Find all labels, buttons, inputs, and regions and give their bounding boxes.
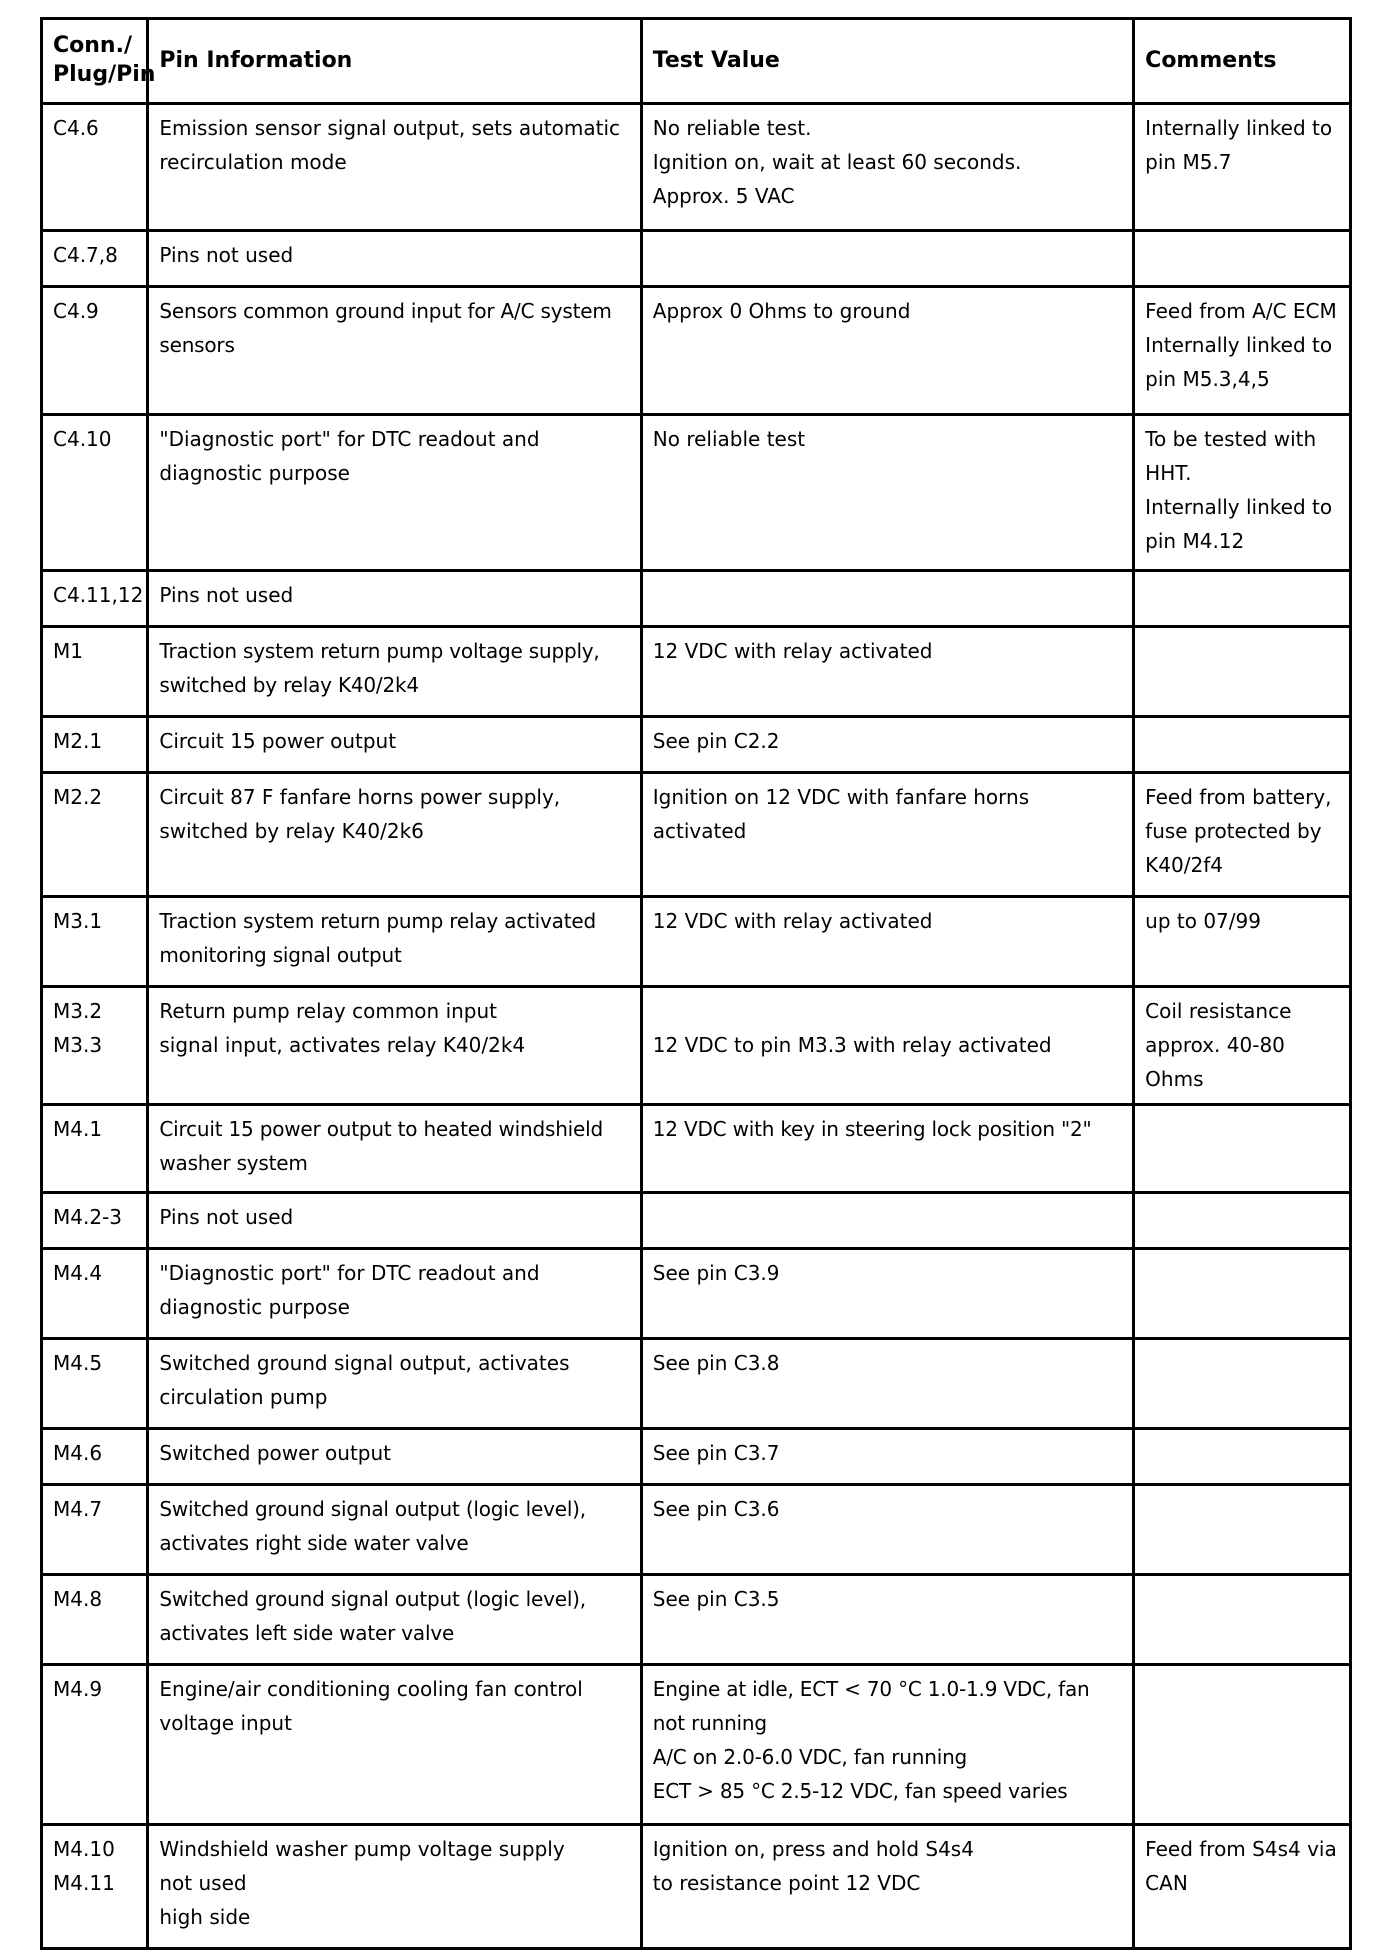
comments-cell: Feed from S4s4 via CAN <box>1134 1825 1351 1949</box>
info-cell: Circuit 15 power output <box>148 717 641 773</box>
comments-cell <box>1134 571 1351 627</box>
pin-cell: M4.6 <box>42 1429 148 1485</box>
info-cell: Pins not used <box>148 231 641 287</box>
test-cell <box>641 571 1133 627</box>
test-cell: Engine at idle, ECT < 70 °C 1.0-1.9 VDC, fan not running A/C on 2.0-6.0 VDC, fan running ECT > 85 °C 2.5-12 VDC, fan speed varies <box>641 1665 1133 1825</box>
test-cell: Ignition on, press and hold S4s4 to resistance point 12 VDC <box>641 1825 1133 1949</box>
info-cell: "Diagnostic port" for DTC readout and diagnostic purpose <box>148 415 641 571</box>
test-cell: See pin C3.5 <box>641 1575 1133 1665</box>
comments-cell <box>1134 627 1351 717</box>
comments-cell: Internally linked to pin M5.7 <box>1134 104 1351 231</box>
pin-cell: M4.10 M4.11 <box>42 1825 148 1949</box>
table-row <box>42 231 1351 287</box>
pin-cell: M4.5 <box>42 1339 148 1429</box>
info-cell: Return pump relay common input signal input, activates relay K40/2k4 <box>148 987 641 1105</box>
pin-cell: M4.7 <box>42 1485 148 1575</box>
test-cell: See pin C3.8 <box>641 1339 1133 1429</box>
pin-information-table <box>40 17 1352 1950</box>
header-test-value: Test Value <box>641 19 1133 104</box>
test-cell: See pin C2.2 <box>641 717 1133 773</box>
table-row <box>42 1825 1351 1949</box>
info-cell: Pins not used <box>148 571 641 627</box>
comments-cell <box>1134 1575 1351 1665</box>
table-row <box>42 415 1351 571</box>
info-cell: Circuit 15 power output to heated windshield washer system <box>148 1105 641 1193</box>
info-cell: Windshield washer pump voltage supply not used high side <box>148 1825 641 1949</box>
info-cell: Pins not used <box>148 1193 641 1249</box>
table-row <box>42 1193 1351 1249</box>
header-conn-plug-pin: Conn./ Plug/Pin <box>42 19 148 104</box>
table-row <box>42 1485 1351 1575</box>
comments-cell <box>1134 231 1351 287</box>
table-row <box>42 897 1351 987</box>
pin-cell: M3.1 <box>42 897 148 987</box>
pin-cell: M2.2 <box>42 773 148 897</box>
table-row <box>42 773 1351 897</box>
test-cell: No reliable test. Ignition on, wait at least 60 seconds. Approx. 5 VAC <box>641 104 1133 231</box>
table-row <box>42 287 1351 415</box>
info-cell: Engine/air conditioning cooling fan control voltage input <box>148 1665 641 1825</box>
test-cell <box>641 1193 1133 1249</box>
pin-cell: C4.10 <box>42 415 148 571</box>
table-row <box>42 571 1351 627</box>
pin-cell: M4.8 <box>42 1575 148 1665</box>
test-cell: 12 VDC to pin M3.3 with relay activated <box>641 987 1133 1105</box>
header-comments: Comments <box>1134 19 1351 104</box>
table-row <box>42 627 1351 717</box>
table-row <box>42 717 1351 773</box>
table-row <box>42 1665 1351 1825</box>
test-cell: Approx 0 Ohms to ground <box>641 287 1133 415</box>
info-cell: Traction system return pump relay activated monitoring signal output <box>148 897 641 987</box>
comments-cell <box>1134 1193 1351 1249</box>
comments-cell: up to 07/99 <box>1134 897 1351 987</box>
test-cell: Ignition on 12 VDC with fanfare horns activated <box>641 773 1133 897</box>
pin-cell: M2.1 <box>42 717 148 773</box>
comments-cell: Feed from battery, fuse protected by K40/2f4 <box>1134 773 1351 897</box>
comments-cell: Feed from A/C ECM Internally linked to pin M5.3,4,5 <box>1134 287 1351 415</box>
header-pin-information: Pin Information <box>148 19 641 104</box>
pin-cell: C4.11,12 <box>42 571 148 627</box>
info-cell: Emission sensor signal output, sets automatic recirculation mode <box>148 104 641 231</box>
pin-cell: M1 <box>42 627 148 717</box>
pin-cell: M4.1 <box>42 1105 148 1193</box>
test-cell: See pin C3.7 <box>641 1429 1133 1485</box>
pin-cell: C4.7,8 <box>42 231 148 287</box>
table-row <box>42 987 1351 1105</box>
info-cell: Circuit 87 F fanfare horns power supply, switched by relay K40/2k6 <box>148 773 641 897</box>
test-cell: See pin C3.9 <box>641 1249 1133 1339</box>
comments-cell <box>1134 717 1351 773</box>
comments-cell <box>1134 1249 1351 1339</box>
info-cell: "Diagnostic port" for DTC readout and diagnostic purpose <box>148 1249 641 1339</box>
info-cell: Switched ground signal output, activates circulation pump <box>148 1339 641 1429</box>
table-row <box>42 1105 1351 1193</box>
test-cell: No reliable test <box>641 415 1133 571</box>
comments-cell <box>1134 1429 1351 1485</box>
comments-cell: Coil resistance approx. 40-80 Ohms <box>1134 987 1351 1105</box>
info-cell: Switched ground signal output (logic level), activates left side water valve <box>148 1575 641 1665</box>
info-cell: Sensors common ground input for A/C system sensors <box>148 287 641 415</box>
info-cell: Switched power output <box>148 1429 641 1485</box>
table-row <box>42 1249 1351 1339</box>
comments-cell <box>1134 1339 1351 1429</box>
test-cell: 12 VDC with relay activated <box>641 627 1133 717</box>
test-cell: 12 VDC with key in steering lock position "2" <box>641 1105 1133 1193</box>
pin-cell: M4.9 <box>42 1665 148 1825</box>
pin-cell: C4.9 <box>42 287 148 415</box>
pin-cell: M3.2 M3.3 <box>42 987 148 1105</box>
test-cell: 12 VDC with relay activated <box>641 897 1133 987</box>
info-cell: Switched ground signal output (logic level), activates right side water valve <box>148 1485 641 1575</box>
table-row <box>42 1339 1351 1429</box>
pin-cell: C4.6 <box>42 104 148 231</box>
table-row <box>42 1575 1351 1665</box>
table-row <box>42 104 1351 231</box>
table-row <box>42 1429 1351 1485</box>
comments-cell <box>1134 1105 1351 1193</box>
test-cell: See pin C3.6 <box>641 1485 1133 1575</box>
table-header-row <box>42 19 1351 104</box>
info-cell: Traction system return pump voltage supply, switched by relay K40/2k4 <box>148 627 641 717</box>
pin-cell: M4.4 <box>42 1249 148 1339</box>
comments-cell <box>1134 1665 1351 1825</box>
test-cell <box>641 231 1133 287</box>
comments-cell: To be tested with HHT. Internally linked to pin M4.12 <box>1134 415 1351 571</box>
pin-cell: M4.2-3 <box>42 1193 148 1249</box>
comments-cell <box>1134 1485 1351 1575</box>
